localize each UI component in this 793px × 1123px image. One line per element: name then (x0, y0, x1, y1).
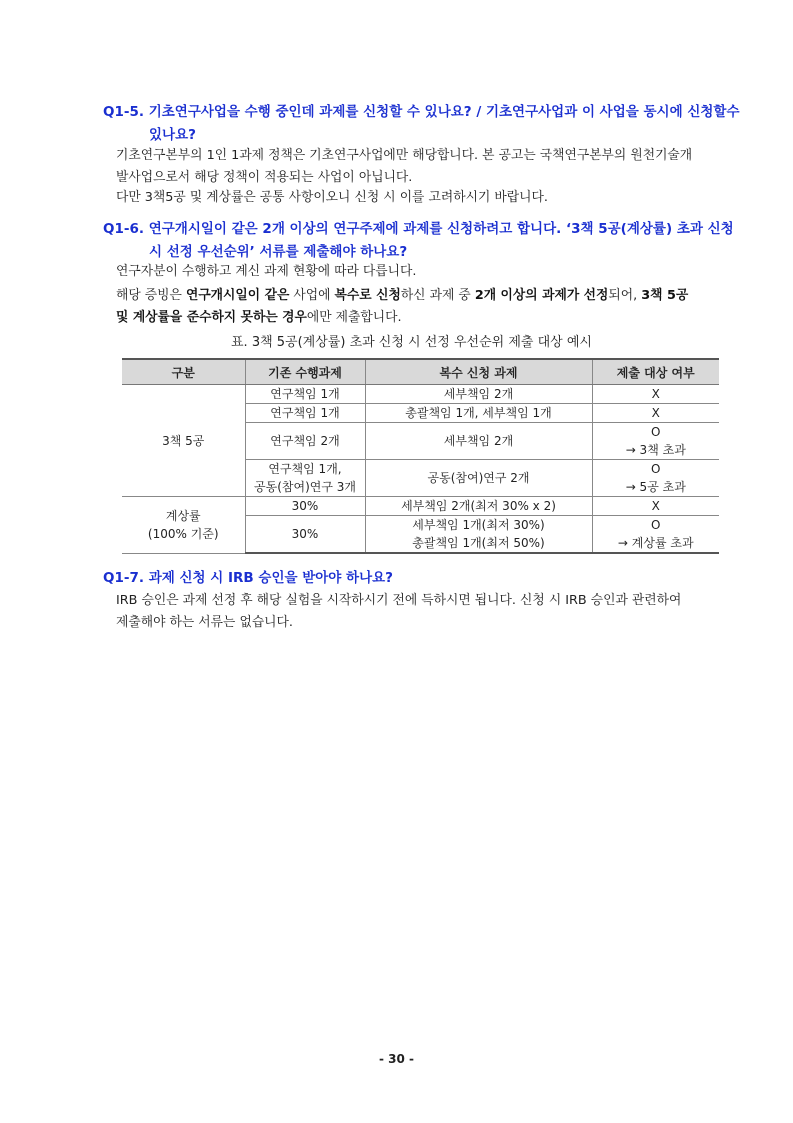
table-header-row (122, 359, 719, 385)
cell-line: 세부책임 1개(최저 30%) (412, 518, 545, 532)
group-3-5: 3책 5공 (122, 385, 245, 497)
table-cell: 연구책임 1개 (245, 385, 365, 404)
table-cell: 세부책임 2개 (365, 385, 592, 404)
q1-7-answer-paragraph (116, 590, 741, 634)
text-run: 에만 제출합니다. (306, 310, 402, 325)
table-cell: 연구책임 1개 (245, 404, 365, 423)
cell-line: (100% 기준) (147, 526, 219, 541)
cell-line: 공동(참여)연구 3개 (254, 480, 356, 494)
cell-line: → 5공 초과 (625, 480, 686, 494)
cell-line: O (651, 425, 661, 439)
group-ratio (122, 497, 245, 554)
q1-5-title-line1: Q1-5. 기초연구사업을 수행 중인데 과제를 신청할 수 있나요? / 기초연구사업과 이 사업을 동시에 신청할수 (103, 104, 740, 120)
cell-line: 계상률 (165, 508, 201, 523)
q1-6-answer-paragraph2 (116, 285, 741, 329)
q1-7-answer-line1: IRB 승인은 과제 선정 후 해당 실험을 시작하시기 전에 득하시면 됩니다. 신청 시 IRB 승인과 관련하여 (116, 593, 682, 608)
table-cell: 세부책임 2개 (365, 423, 592, 460)
table-cell: 공동(참여)연구 2개 (365, 460, 592, 497)
q1-6-answer-line2 (116, 285, 741, 307)
cell-line: → 계상률 초과 (617, 536, 694, 550)
bold-run: 복수로 신청 (334, 288, 401, 303)
table-cell (592, 460, 719, 497)
header-multiple-application: 복수 신청 과제 (365, 359, 592, 385)
bold-run: 3책 5공 (641, 288, 689, 303)
cell-line: → 3책 초과 (625, 443, 686, 457)
q1-5-title (103, 101, 743, 147)
bold-run: 연구개시일이 같은 (185, 288, 290, 303)
q1-5-answer-paragraph1 (116, 145, 741, 189)
q1-7-answer-line2: 제출해야 하는 서류는 없습니다. (116, 615, 293, 630)
q1-5-answer-line1: 기초연구본부의 1인 1과제 정책은 기초연구사업에만 해당합니다. 본 공고는 국책연구본부의 원천기술개 (116, 148, 693, 163)
table-cell (365, 516, 592, 554)
page-number: - 30 - (378, 1052, 414, 1066)
table-cell: 총괄책임 1개, 세부책임 1개 (365, 404, 592, 423)
table-cell: 30% (245, 516, 365, 554)
text-run: 하신 과제 중 (400, 288, 475, 303)
header-submission-target: 제출 대상 여부 (592, 359, 719, 385)
q1-5-title-line2: 있나요? (149, 127, 196, 143)
text-run: 사업에 (289, 288, 335, 303)
cell-line: O (651, 462, 661, 476)
q1-6-title (103, 218, 743, 264)
cell-line: 연구책임 1개, (268, 462, 342, 476)
table-cell: X (592, 385, 719, 404)
table-cell (592, 516, 719, 554)
header-existing-project: 기존 수행과제 (245, 359, 365, 385)
bold-run: 및 계상률을 준수하지 못하는 경우 (116, 310, 307, 325)
table-cell: 연구책임 2개 (245, 423, 365, 460)
cell-line: O (651, 518, 661, 532)
cell-line: 총괄책임 1개(최저 50%) (412, 536, 545, 550)
q1-5-answer-paragraph2: 다만 3책5공 및 계상률은 공통 사항이오니 신청 시 이를 고려하시기 바랍니다. (116, 190, 548, 205)
table-cell: 30% (245, 497, 365, 516)
bold-run: 2개 이상의 과제가 선정 (474, 288, 609, 303)
q1-5-answer-line2: 발사업으로서 해당 정책이 적용되는 사업이 아닙니다. (116, 170, 413, 185)
table-cell: 세부책임 2개(최저 30% x 2) (365, 497, 592, 516)
q1-7-title: Q1-7. 과제 신청 시 IRB 승인을 받아야 하나요? (103, 570, 394, 586)
table-cell (245, 460, 365, 497)
table-row (122, 497, 719, 516)
q1-6-answer-line3 (116, 307, 741, 329)
priority-submission-table (122, 358, 719, 554)
table-cell (592, 423, 719, 460)
q1-6-title-line2: 시 선정 우선순위’ 서류를 제출해야 하나요? (149, 244, 408, 260)
q1-6-title-line1: Q1-6. 연구개시일이 같은 2개 이상의 연구주제에 과제를 신청하려고 합니다. ‘3책 5공(계상률) 초과 신청 (103, 221, 734, 237)
text-run: 해당 증빙은 (116, 288, 186, 303)
text-run: 되어, (608, 288, 642, 303)
table-cell: X (592, 497, 719, 516)
header-category: 구분 (122, 359, 245, 385)
table-row (122, 385, 719, 404)
q1-6-answer-paragraph1: 연구자분이 수행하고 계신 과제 현황에 따라 다릅니다. (116, 264, 417, 279)
table-cell: X (592, 404, 719, 423)
table-caption: 표. 3책 5공(계상률) 초과 신청 시 선정 우선순위 제출 대상 예시 (231, 335, 592, 350)
